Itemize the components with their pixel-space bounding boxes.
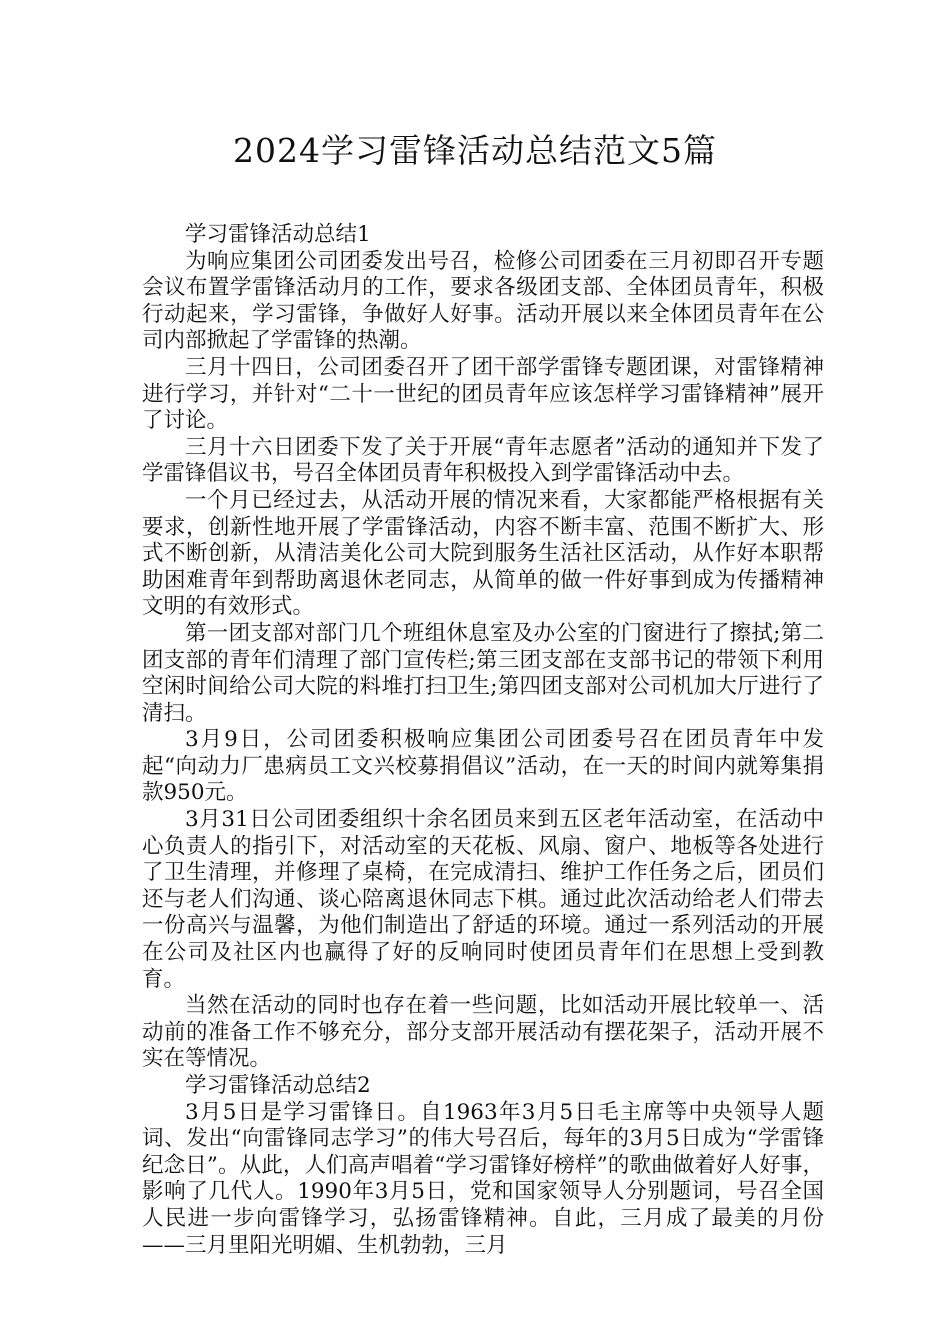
paragraph: 3月9日，公司团委积极响应集团公司团委号召在团员青年中发起“向动力厂患病员工文兴校募捐倡议”活动，在一天的时间内就筹集捐款950元。 [142, 727, 824, 806]
paragraph: 3月5日是学习雷锋日。自1963年3月5日毛主席等中央领导人题词、发出“向雷锋同志学习”的伟大号召后，每年的3月5日成为“学雷锋纪念日”。从此，人们高声唱着“学习雷锋好榜样”的歌曲做着好人好事，影响了几代人。1990年3月5日，党和国家领导人分别题词，号召全国人民进一步向雷锋学习，弘扬雷锋精神。自此，三月成了最美的月份——三月里阳光明媚、生机勃勃，三月 [142, 1099, 824, 1258]
paragraph: 3月31日公司团委组织十余名团员来到五区老年活动室，在活动中心负责人的指引下，对活动室的天花板、风扇、窗户、地板等各处进行了卫生清理，并修理了桌椅，在完成清扫、维护工作任务之后，团员们还与老人们沟通、谈心陪离退休同志下棋。通过此次活动给老人们带去一份高兴与温馨，为他们制造出了舒适的环境。通过一系列活动的开展在公司及社区内也赢得了好的反响同时使团员青年们在思想上受到教育。 [142, 807, 824, 992]
paragraph: 一个月已经过去，从活动开展的情况来看，大家都能严格根据有关要求，创新性地开展了学雷锋活动，内容不断丰富、范围不断扩大、形式不断创新，从清洁美化公司大院到服务生活社区活动，从作好本职帮助困难青年到帮助离退休老同志，从简单的做一件好事到成为传播精神文明的有效形式。 [142, 487, 824, 620]
document-body [142, 222, 824, 1259]
paragraph: 三月十六日团委下发了关于开展“青年志愿者”活动的通知并下发了学雷锋倡议书，号召全体团员青年积极投入到学雷锋活动中去。 [142, 434, 824, 487]
paragraph: 第一团支部对部门几个班组休息室及办公室的门窗进行了擦拭;第二团支部的青年们清理了部门宣传栏;第三团支部在支部书记的带领下利用空闲时间给公司大院的料堆打扫卫生;第四团支部对公司机加大厅进行了清扫。 [142, 620, 824, 726]
paragraph: 三月十四日，公司团委召开了团干部学雷锋专题团课，对雷锋精神进行学习，并针对“二十一世纪的团员青年应该怎样学习雷锋精神”展开了讨论。 [142, 354, 824, 434]
document-title: 2024学习雷锋活动总结范文5篇 [233, 131, 717, 170]
section-heading: 学习雷锋活动总结1 [185, 222, 371, 247]
paragraph: 当然在活动的同时也存在着一些问题，比如活动开展比较单一、活动前的准备工作不够充分，部分支部开展活动有摆花架子，活动开展不实在等情况。 [142, 993, 824, 1072]
paragraph: 为响应集团公司团委发出号召，检修公司团委在三月初即召开专题会议布置学雷锋活动月的工作，要求各级团支部、全体团员青年，积极行动起来，学习雷锋，争做好人好事。活动开展以来全体团员青年在公司内部掀起了学雷锋的热潮。 [142, 248, 824, 354]
section-heading: 学习雷锋活动总结2 [185, 1073, 371, 1098]
